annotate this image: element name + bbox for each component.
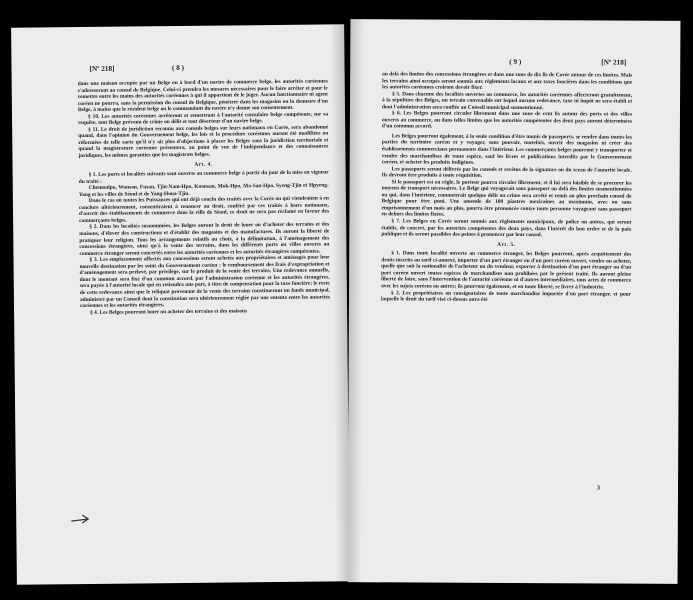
right-text-column: [381, 71, 632, 304]
paragraph: Dans le cas où toutes les Puissances qui ont déjà conclu des traités avec la Corée ou qui viendraient à en conclure ultérieurement, consentiraient à renoncer au droit, conféré par ces traités à leurs nationaux, d'ouvrir des établissements de commerce dans la ville de Séoul, ce droit ne sera pas réclamé en faveur des commerçants belges.: [78, 195, 330, 224]
paragraph: Les Belges pourront également, à la seule condition d'être munis de passeports, se rendre dans toutes les parties du territoire coréen et y voyager, sans pouvoir, toutefois, ouvrir des magasins ni créer des établissements commerciaux permanents dans l'intérieur. Les commerçants belges pourront y transporter et vendre des marchandises de toute espèce, sauf les livres et publications interdits par le Gouvernement coréen, et acheter les produits indigènes.: [381, 133, 632, 166]
article-heading: Art. 5.: [497, 241, 516, 248]
paragraph: § 1. Les ports et localités suivants sont ouverts au commerce belge à partir du jour de la mise en vigueur du traité :: [78, 169, 329, 185]
handwritten-arrow-icon: [70, 511, 92, 527]
right-page-header: [350, 57, 680, 71]
page-fold-shadow: [330, 24, 350, 581]
paragraph: Si le passeport est en règle, le porteur pourra circuler librement, et il lui sera loisible de se procurer les moyens de transport nécessaires. Le Belge qui voyagerait sans passeport ou delà des limites susmentionnées ou qui, dans l'intérieur, commettrait quelque délit ou crime sera arrêté et remis au plus prochain consul de Belgique pour être puni. Une amende de 100 piastres mexicaines au maximum, avec ou sans emprisonnement d'un mois au plus, pourra être prononcée contre toute personne voyageant sans passeport en dehors des limites fixées.: [381, 179, 632, 219]
paragraph: § 1. Dans toute localité ouverte au commerce étranger, les Belges pourront, après acquittement des droits inscrits au tarif ci-annexé, importer d'un port étranger ou d'un port coréen ouvert, vendre ou acheter, quelle que soit la nationalité de l'acheteur ou du vendeur, exporter à destination d'un port étranger ou d'un port coréen ouvert toutes espèces de marchandises non prohibées par le présent traité. Ils auront pleine liberté de faire, sans l'intervention de l'autorité coréenne ni d'autres intermédiaires, tous actes de commerce avec les sujets coréens ou autres; ils pourront également, et en toute liberté, se livrer à l'industrie.: [381, 250, 632, 291]
paragraph: § 4. Les Belges pourront louer ou acheter des terrains et des maisons: [90, 307, 248, 316]
page-number: ( 8 ): [171, 63, 185, 73]
document-reference: [Nº 218]: [601, 58, 627, 67]
paragraph: § 2. Dans les localités susnommées, les Belges auront le droit de louer ou d'acheter des terrains et des maisons, d'élever des constructions et d'établir des magasins et des manufactures. Ils auront la liberté de pratiquer leur religion. Tous les arrangements relatifs au choix, à la délimitation, à l'aménagement des concessions étrangères, ainsi qu'à la vente des terrains, dans les différents ports ou villes ouverts au commerce étranger seront concertés entre les autorités coréennes et les autorités étrangères compétentes.: [79, 221, 330, 257]
paragraph: § 6. Les Belges pourront circuler librement dans une zone de cent lis autour des ports et des villes ouverts au commerce, ou dans telles limites que les autorités compétentes des deux pays auront déterminées d'un commun accord.: [381, 110, 632, 130]
article-heading: Art. 4.: [194, 161, 213, 168]
paragraph: Chemoulpo, Wonsan, Fusan, Tjin-Nam-Hpo, Koonsan, Mok-Hpo, Ma-San-Hpo, Syeng-Tjin et Hpyeng-Yang et les villes de Séoul et de Yang-Houa-Tjin.: [78, 182, 329, 198]
paragraph: Les passeports seront délivrés par les consuls et revêtus de la signature ou du sceau de l'autorité locale. Ils devront être produits à toute réquisition.: [381, 166, 632, 180]
right-page: [348, 19, 681, 584]
paragraph: § 3. Les emplacements affectés aux concessions seront achetés aux propriétaires et aménagés pour leur nouvelle destination par les soins du Gouvernement coréen : le remboursement des frais d'expropriation et d'aménagement sera prélevé, par privilège, sur le produit de la vente des terrains. Une redevance annuelle, dont le montant sera fixé d'un commun accord, par l'administration coréenne et les autorités étrangères, sera payée à l'autorité locale qui en retiendra une part, à titre de compensation pour la taxe foncière; le reste de cette redevance ainsi que le reliquat provenant de la vente des terrains constitueront un fonds municipal, administré par un Conseil dont la constitution sera ultérieurement réglée par une entente entre les autorités coréennes et les autorités étrangères.: [79, 254, 330, 310]
left-page-header: [11, 62, 344, 77]
paragraph: § 10. Les autorités coréennes arrêteront et remettront à l'autorité consulaire belge compétente, sur sa requête, tout Belge prévenu de crime ou délit et tout déserteur d'un navire belge.: [78, 111, 329, 127]
page-fold-shadow: [348, 19, 365, 582]
left-text-column: [78, 78, 330, 316]
paragraph: § 2. Les propriétaires ou consignataires de toute marchandise importée d'un port étranger, et pour laquelle le droit du tarif visé ci-dessus aura été: [380, 289, 632, 303]
left-page: [11, 24, 350, 584]
paragraph: dans une maison occupée par un Belge ou à bord d'un navire de commerce belge, les autorités coréennes s'adresseront au consul de Belgique. Celui-ci prendra les mesures nécessaires pour le faire arrêter et pour le remettre entre les mains des autorités coréennes à qui il appartient de le juger. Aucun fonctionnaire ni agent coréen ne pourra, sans la permission du consul de Belgique, pénétrer dans les magasins ou la demeure d'un Belge, à moins que le résident belge ou le commandant du navire n'y donne son consentement.: [77, 78, 328, 114]
paragraph: § 5. Dans chacune des localités ouvertes au commerce, les autorités coréennes affecteront gratuitement, à la sépulture des Belges, un terrain convenable sur lequel aucune redevance, taxe ni impôt ne sera établi et dont l'administration sera confiée au Conseil municipal susmentionné.: [382, 90, 633, 111]
document-reference: [Nº 218]: [89, 64, 115, 73]
paragraph: § 7. Les Belges en Corée seront soumis aux règlements municipaux, de police ou autres, qui seront établis, de concert, par les autorités compétentes des deux pays, dans l'intérêt du bon ordre et de la paix publique et ils seront passibles des peines à prononcer par leur consul.: [381, 218, 632, 239]
page-number: ( 9 ): [509, 57, 522, 67]
signature-mark: 3: [597, 485, 601, 492]
paragraph: § 11. Le droit de juridiction reconnu aux consuls belges sur leurs nationaux en Corée, sera abandonné quand, dans l'opinion du Gouvernement belge, les lois et la procédure coréennes auront été modifiées ou réformées de telle sorte qu'il n'y ait plus d'objections à placer les Belges sous la juridiction territoriale et quand la magistrature coréenne présentera, au point de vue de l'indépendance et des connaissances juridiques, les mêmes garanties que les magistrats belges.: [78, 124, 329, 160]
paragraph: au delà des limites des concessions étrangères et dans une zone de dix lis de Corée autour de ces limites. Mais les terrains ainsi occupés seront soumis aux règlements locaux et aux taxes foncières dans les conditions que les autorités coréennes croiront devoir fixer.: [382, 71, 633, 91]
